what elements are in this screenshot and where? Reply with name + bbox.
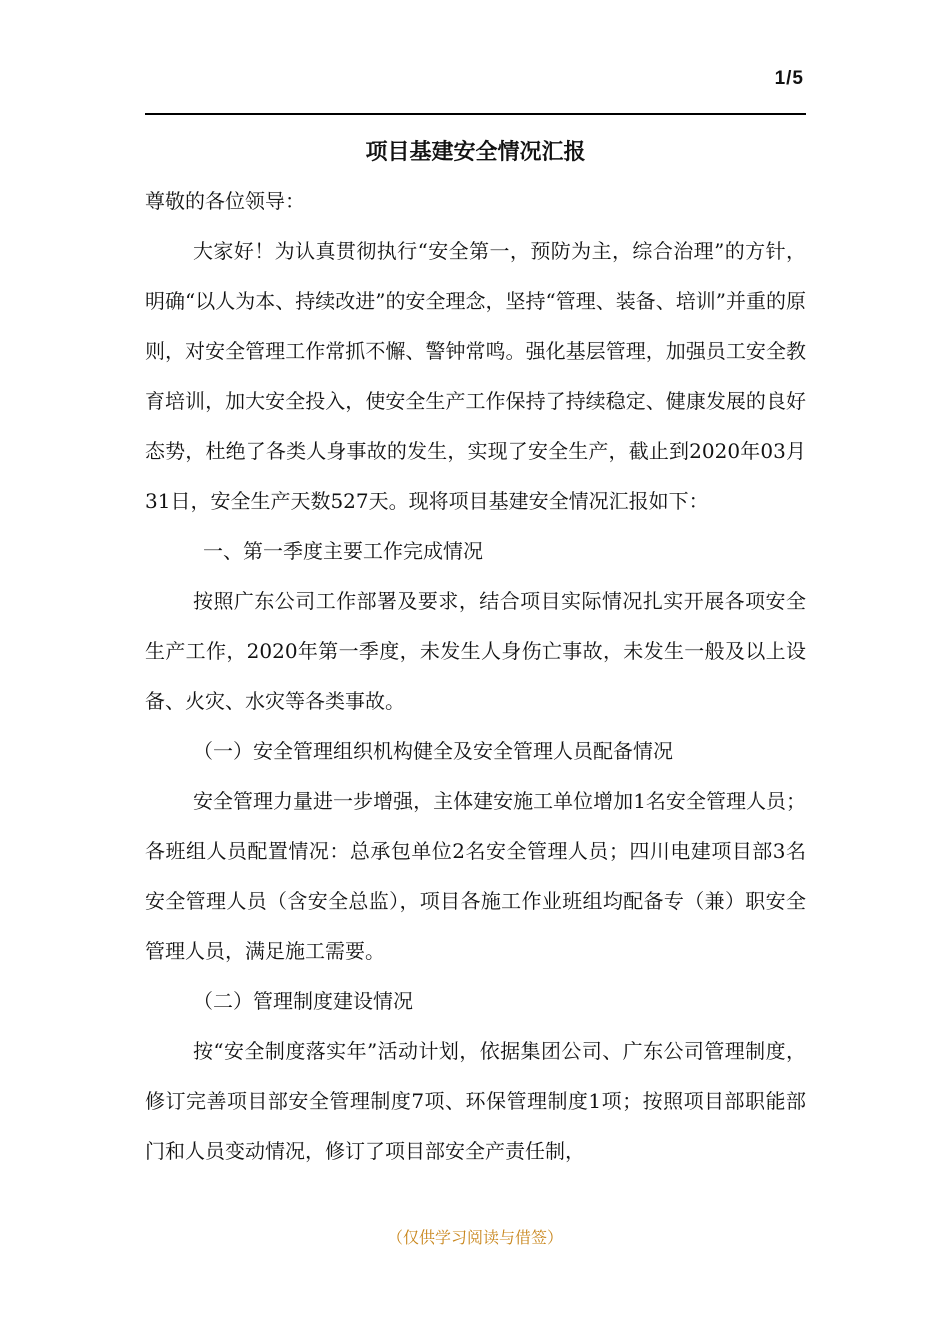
subsection-1-paragraph: 安全管理力量进一步增强，主体建安施工单位增加1名安全管理人员；各班组人员配置情况：总承包单位2名安全管理人员；四川电建项目部3名安全管理人员（含安全总监），项目各施工作业班组均配备专（兼）职安全管理人员，满足施工需要。 [145, 789, 806, 963]
subsection-2-paragraph: 按“安全制度落实年”活动计划，依据集团公司、广东公司管理制度，修订完善项目部安全管理制度7项、环保管理制度1项；按照项目部职能部门和人员变动情况，修订了项目部安全产责任制， [145, 1039, 806, 1163]
subsection-heading-2: （二）管理制度建设情况 [193, 989, 413, 1013]
subsection-heading-1: （一）安全管理组织机构健全及安全管理人员配备情况 [193, 739, 673, 763]
document-body [145, 176, 806, 1176]
section-heading-1: 一、第一季度主要工作完成情况 [203, 539, 483, 563]
salutation: 尊敬的各位领导： [145, 189, 305, 213]
footer-note: （仅供学习阅读与借签） [386, 1228, 563, 1247]
document-title: 项目基建安全情况汇报 [365, 139, 586, 165]
section-1-paragraph: 按照广东公司工作部署及要求，结合项目实际情况扎实开展各项安全生产工作，2020年第一季度，未发生人身伤亡事故，未发生一般及以上设备、火灾、水灾等各类事故。 [145, 589, 806, 713]
page-number: 1/5 [774, 68, 804, 89]
intro-paragraph: 大家好！为认真贯彻执行“安全第一，预防为主，综合治理”的方针，明确“以人为本、持续改进”的安全理念，坚持“管理、装备、培训”并重的原则，对安全管理工作常抓不懈、警钟常鸣。强化基层管理，加强员工安全教育培训，加大安全投入，使安全生产工作保持了持续稳定、健康发展的良好态势，杜绝了各类人身事故的发生，实现了安全生产，截止到2020年03月31日，安全生产天数527天。现将项目基建安全情况汇报如下： [145, 239, 806, 513]
header-divider [145, 113, 806, 115]
